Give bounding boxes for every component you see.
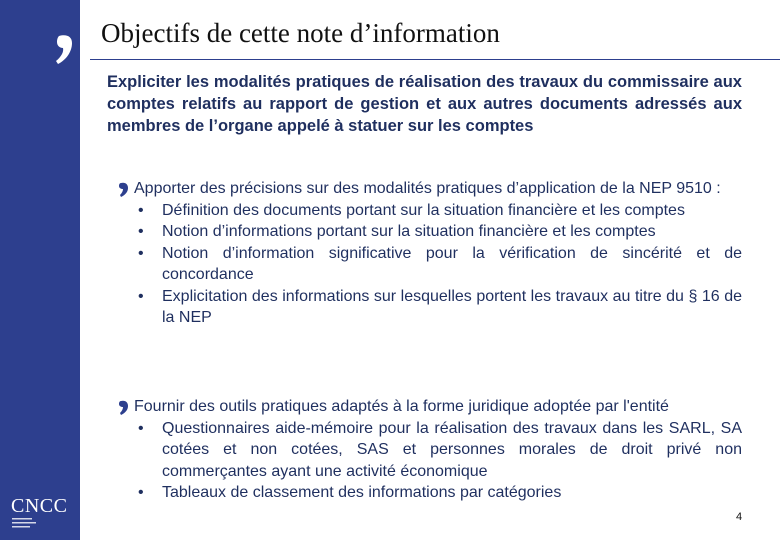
sub-bullet-item bbox=[138, 418, 742, 483]
slide-title: Objectifs de cette note d’information bbox=[101, 18, 500, 48]
sub-bullet-dot-icon: • bbox=[138, 287, 144, 305]
sub-bullet-dot-icon: • bbox=[138, 223, 144, 240]
comma-bullet-icon bbox=[118, 182, 130, 200]
intro-paragraph: Expliciter les modalités pratiques de réalisation des travaux du commissaire aux comptes relatifs au rapport de gestion et aux autres documents adressés aux membres de l’organe appelé à statuer sur les comptes bbox=[107, 73, 742, 135]
sub-bullet-dot-icon: • bbox=[138, 484, 144, 501]
bullet-text: Fournir des outils pratiques adaptés à la forme juridique adoptée par l'entité bbox=[134, 398, 669, 415]
page-number: 4 bbox=[736, 511, 743, 523]
left-sidebar-band bbox=[0, 0, 80, 540]
sub-bullet-text: Questionnaires aide-mémoire pour la réalisation des travaux dans les SARL, SA cotées et non cotées, SAS et personnes morales de droit privé non commerçantes ayant une activité économique bbox=[162, 419, 742, 480]
sub-bullet-item bbox=[138, 200, 742, 222]
sub-bullet-item bbox=[138, 221, 742, 243]
sub-bullet-dot-icon: • bbox=[138, 244, 144, 262]
bullet-block-2 bbox=[134, 396, 742, 504]
sub-bullet-text: Notion d’information significative pour la vérification de sincérité et de concordance bbox=[162, 244, 742, 283]
title-divider bbox=[90, 59, 780, 60]
sub-bullet-dot-icon: • bbox=[138, 419, 144, 437]
comma-bullet-icon bbox=[118, 400, 130, 418]
sub-bullet-item bbox=[138, 482, 742, 504]
logo-text: CNCC bbox=[11, 495, 68, 517]
comma-bullet-icon bbox=[50, 30, 78, 74]
bullet-text: Apporter des précisions sur des modalités pratiques d’application de la NEP 9510 : bbox=[134, 180, 721, 197]
cncc-logo bbox=[8, 494, 74, 532]
sub-bullet-text: Explicitation des informations sur lesquelles portent les travaux au titre du § 16 de la NEP bbox=[162, 287, 742, 326]
sub-bullet-item bbox=[138, 286, 742, 329]
sub-bullet-dot-icon: • bbox=[138, 201, 144, 219]
bullet-block-1 bbox=[134, 178, 742, 329]
sub-bullet-item bbox=[138, 243, 742, 286]
sub-bullet-text: Notion d’informations portant sur la situation financière et les comptes bbox=[162, 223, 656, 240]
sub-bullet-text: Définition des documents portant sur la situation financière et les comptes bbox=[162, 201, 685, 219]
sub-bullet-text: Tableaux de classement des informations par catégories bbox=[162, 484, 562, 501]
